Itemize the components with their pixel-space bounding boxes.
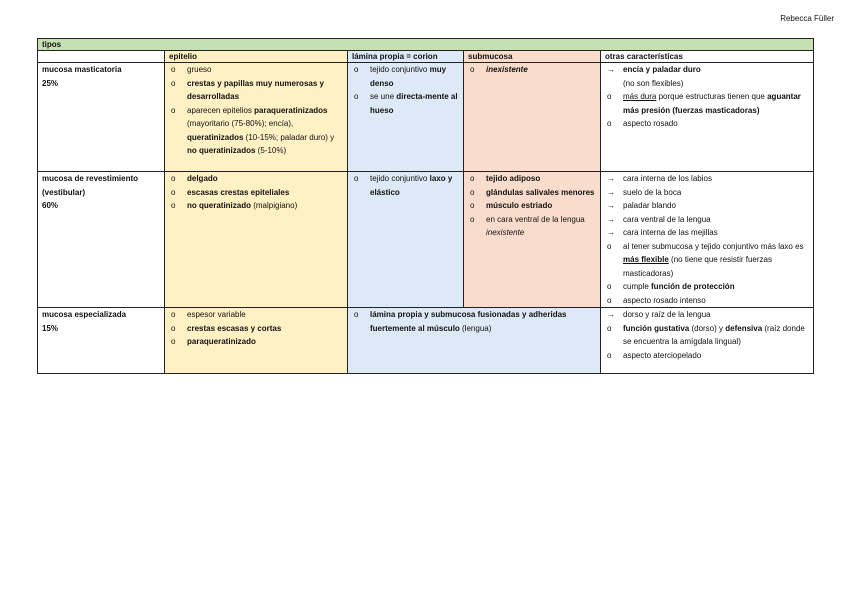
circle-bullet-icon: o bbox=[171, 323, 176, 333]
submucosa-cell bbox=[464, 172, 601, 308]
text-run: función gustativa bbox=[623, 323, 690, 333]
list-item bbox=[605, 322, 809, 349]
text-run: crestas y papillas muy numerosas y desarrolladas bbox=[187, 78, 324, 101]
list-item bbox=[169, 308, 343, 322]
list-item bbox=[352, 172, 459, 199]
text-run: paraqueratinizado bbox=[187, 337, 256, 346]
list-item bbox=[352, 63, 459, 90]
lamina-cell bbox=[348, 172, 464, 308]
tipo-cell bbox=[38, 63, 165, 172]
list-item bbox=[169, 172, 343, 186]
list-item bbox=[169, 104, 343, 158]
text-run: defensiva bbox=[725, 323, 763, 333]
lamina-cell bbox=[348, 63, 464, 172]
list-item bbox=[605, 63, 809, 77]
submucosa-cell bbox=[464, 63, 601, 172]
circle-bullet-icon: o bbox=[607, 92, 612, 101]
arrow-bullet-icon: → bbox=[607, 228, 615, 237]
text-run: inexistente bbox=[486, 228, 525, 237]
circle-bullet-icon: o bbox=[607, 241, 612, 251]
text-run: (10-15%; paladar duro) y bbox=[243, 132, 335, 142]
list-item bbox=[605, 199, 809, 213]
list-item bbox=[605, 172, 809, 186]
text-run: aspecto rosado bbox=[623, 119, 678, 128]
otras-cell bbox=[601, 172, 814, 308]
text-run: tejido conjuntivo bbox=[370, 174, 430, 183]
tipo-name: mucosa masticatoria bbox=[42, 65, 122, 74]
circle-bullet-icon: o bbox=[470, 174, 475, 183]
table-row bbox=[38, 63, 814, 172]
arrow-bullet-icon: → bbox=[607, 65, 615, 74]
circle-bullet-icon: o bbox=[354, 174, 359, 183]
text-run: glándulas salivales menores bbox=[486, 187, 595, 197]
text-run: crestas escasas y cortas bbox=[187, 323, 282, 333]
text-run: cumple bbox=[623, 282, 652, 291]
list-item bbox=[169, 335, 343, 349]
text-run: (5-10%) bbox=[255, 146, 287, 155]
list-item bbox=[605, 308, 809, 322]
table-row bbox=[38, 308, 814, 374]
text-run: tejido conjuntivo bbox=[370, 65, 430, 74]
text-run: músculo estriado bbox=[486, 201, 553, 210]
text-run: grueso bbox=[187, 65, 212, 74]
text-run: aspecto aterciopelado bbox=[623, 350, 702, 360]
text-run: cara ventral de la lengua bbox=[623, 214, 711, 224]
text-run: laxo y elástico bbox=[370, 174, 453, 197]
list-item bbox=[468, 213, 596, 240]
text-run: muy denso bbox=[370, 65, 447, 88]
text-run: más dura bbox=[623, 92, 657, 101]
circle-bullet-icon: o bbox=[354, 65, 359, 74]
header-otras-caracteristicas: otras características bbox=[601, 51, 814, 63]
text-run: en cara ventral de la lengua bbox=[486, 214, 585, 224]
arrow-bullet-icon: → bbox=[607, 310, 615, 319]
epitelio-cell bbox=[165, 63, 348, 172]
arrow-bullet-icon: → bbox=[607, 214, 615, 224]
list-item bbox=[605, 186, 809, 200]
text-run: (no tiene que resistir fuerzas masticadoras) bbox=[623, 255, 772, 278]
tipo-percentage: 25% bbox=[42, 78, 59, 88]
text-run: paraqueratinizados bbox=[254, 105, 328, 115]
bullet-list bbox=[352, 308, 596, 335]
text-run: aguantar más presión (fuerzas masticadoras) bbox=[623, 92, 801, 115]
circle-bullet-icon: o bbox=[171, 187, 176, 197]
circle-bullet-icon: o bbox=[470, 201, 475, 210]
circle-bullet-icon: o bbox=[607, 323, 612, 333]
text-run: directa-mente al hueso bbox=[370, 92, 458, 115]
text-run: (mayoritario (75-80%); encía), bbox=[187, 119, 294, 128]
otras-cell bbox=[601, 308, 814, 374]
list-item bbox=[169, 77, 343, 104]
bullet-list bbox=[605, 63, 809, 131]
circle-bullet-icon: o bbox=[607, 119, 612, 128]
circle-bullet-icon: o bbox=[171, 310, 176, 319]
bullet-list bbox=[169, 308, 343, 349]
tipo-percentage: 15% bbox=[42, 323, 59, 333]
tipo-name: mucosa especializada bbox=[42, 310, 127, 319]
text-run: espesor variable bbox=[187, 310, 246, 319]
text-run: cara interna de los labios bbox=[623, 174, 712, 183]
text-run: aspecto rosado intenso bbox=[623, 295, 706, 305]
tipo-cell bbox=[38, 172, 165, 308]
header-submucosa: submucosa bbox=[464, 51, 601, 63]
text-run: paladar blando bbox=[623, 201, 676, 210]
text-run: no queratinizado bbox=[187, 201, 251, 210]
text-run: al tener submucosa y tejido conjuntivo más laxo es bbox=[623, 241, 804, 251]
text-run: dorso y raíz de la lengua bbox=[623, 310, 711, 319]
list-item bbox=[605, 294, 809, 308]
list-item bbox=[605, 77, 809, 91]
circle-bullet-icon: o bbox=[470, 187, 475, 197]
circle-bullet-icon: o bbox=[171, 201, 176, 210]
circle-bullet-icon: o bbox=[607, 350, 612, 360]
list-item bbox=[468, 199, 596, 213]
text-run: suelo de la boca bbox=[623, 187, 682, 197]
circle-bullet-icon: o bbox=[171, 337, 176, 346]
circle-bullet-icon: o bbox=[470, 214, 475, 224]
epitelio-cell bbox=[165, 172, 348, 308]
list-item bbox=[468, 63, 596, 77]
bullet-list bbox=[169, 63, 343, 158]
list-item bbox=[468, 186, 596, 200]
list-item bbox=[605, 280, 809, 294]
arrow-bullet-icon: → bbox=[607, 187, 615, 197]
text-run: más flexible bbox=[623, 255, 669, 264]
table-title: tipos bbox=[38, 39, 814, 51]
bullet-list bbox=[605, 172, 809, 307]
bullet-list bbox=[352, 63, 459, 117]
bullet-list bbox=[605, 308, 809, 362]
bullet-list bbox=[468, 63, 596, 77]
text-run: cara interna de las mejillas bbox=[623, 228, 718, 237]
text-run: (lengua) bbox=[459, 323, 492, 333]
text-run: escasas crestas epiteliales bbox=[187, 187, 290, 197]
text-run: (dorso) y bbox=[689, 323, 726, 333]
text-run: delgado bbox=[187, 174, 218, 183]
circle-bullet-icon: o bbox=[607, 282, 612, 291]
text-run: (no son flexibles) bbox=[623, 78, 684, 88]
tipo-percentage: 60% bbox=[42, 201, 59, 210]
list-item bbox=[169, 322, 343, 336]
list-item bbox=[169, 63, 343, 77]
lamina-submucosa-merged-cell bbox=[348, 308, 601, 374]
bullet-list bbox=[468, 172, 596, 240]
list-item bbox=[468, 172, 596, 186]
list-item bbox=[352, 90, 459, 117]
text-run: queratinizados bbox=[187, 132, 244, 142]
circle-bullet-icon: o bbox=[354, 92, 359, 101]
circle-bullet-icon: o bbox=[171, 78, 176, 88]
text-run: función de protección bbox=[651, 282, 735, 291]
text-run: tejido adiposo bbox=[486, 174, 541, 183]
circle-bullet-icon: o bbox=[354, 310, 359, 319]
text-run: lámina propia y submucosa fusionadas y adheridas fuertemente al músculo bbox=[370, 310, 567, 333]
list-item bbox=[605, 226, 809, 240]
header-blank bbox=[38, 51, 165, 63]
bullet-list bbox=[169, 172, 343, 213]
list-item bbox=[605, 117, 809, 131]
header-epitelio: epitelio bbox=[165, 51, 348, 63]
text-run: se une bbox=[370, 92, 397, 101]
bullet-list bbox=[352, 172, 459, 199]
text-run: porque estructuras tienen que bbox=[656, 92, 768, 101]
table-row bbox=[38, 172, 814, 308]
text-run: aparecen epitelios bbox=[187, 105, 255, 115]
list-item bbox=[605, 349, 809, 363]
header-lamina-propia: lámina propia = corion bbox=[348, 51, 464, 63]
author-name: Rebecca Füller bbox=[780, 14, 834, 23]
list-item bbox=[352, 308, 596, 335]
otras-cell bbox=[601, 63, 814, 172]
text-run: no queratinizados bbox=[187, 146, 256, 155]
arrow-bullet-icon: → bbox=[607, 174, 615, 183]
circle-bullet-icon: o bbox=[171, 105, 176, 115]
circle-bullet-icon: o bbox=[171, 174, 176, 183]
list-item bbox=[169, 199, 343, 213]
text-run: (raíz donde se encuentra la amígdala lingual) bbox=[623, 323, 805, 346]
text-run: inexistente bbox=[486, 65, 528, 74]
list-item bbox=[605, 213, 809, 227]
arrow-bullet-icon: → bbox=[607, 201, 615, 210]
circle-bullet-icon: o bbox=[470, 65, 475, 74]
epitelio-cell bbox=[165, 308, 348, 374]
list-item bbox=[605, 240, 809, 281]
circle-bullet-icon: o bbox=[171, 65, 176, 74]
circle-bullet-icon: o bbox=[607, 295, 612, 305]
mucosa-types-table bbox=[37, 38, 814, 374]
tipo-name: mucosa de revestimiento (vestibular) bbox=[42, 174, 139, 197]
text-run: encía y paladar duro bbox=[623, 65, 701, 74]
list-item bbox=[605, 90, 809, 117]
list-item bbox=[169, 186, 343, 200]
tipo-cell bbox=[38, 308, 165, 374]
text-run: (malpigiano) bbox=[251, 201, 298, 210]
